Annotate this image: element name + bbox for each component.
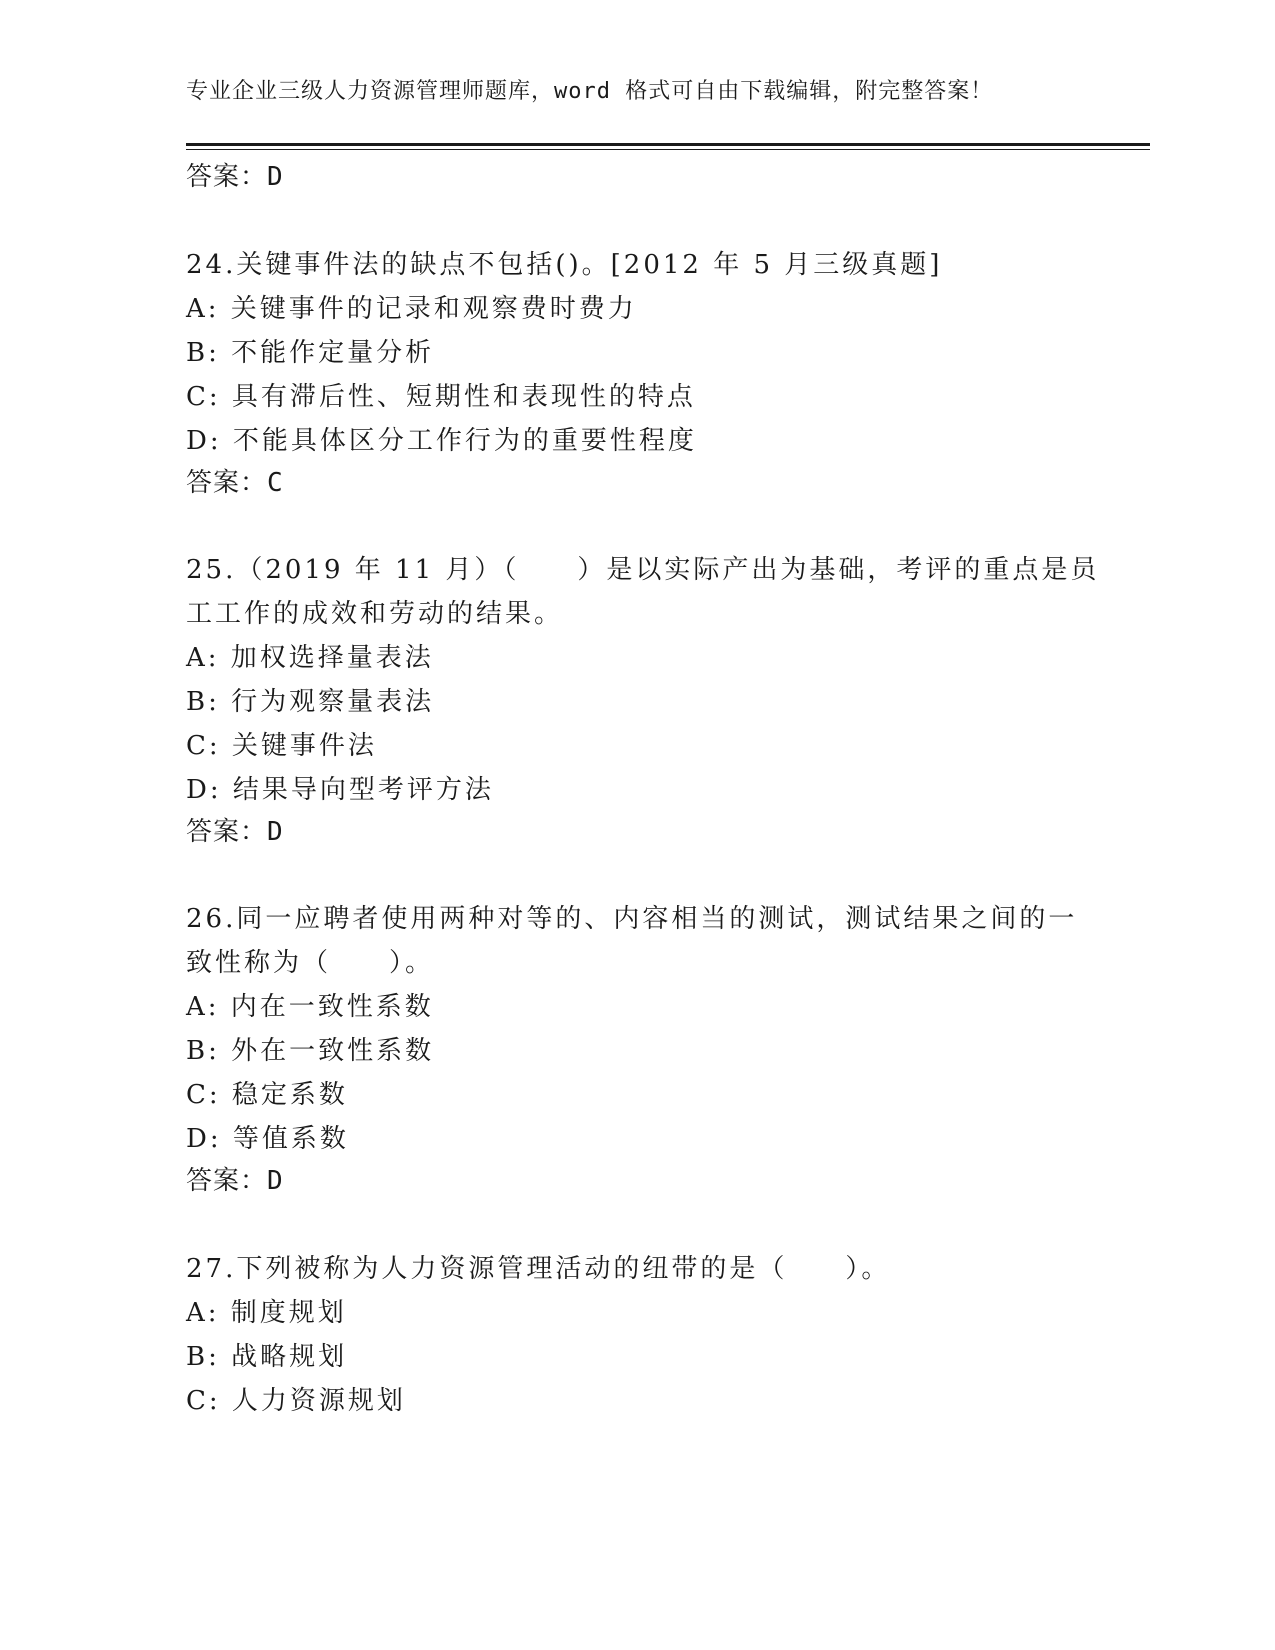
option-b: B: 战略规划 [186, 1342, 348, 1372]
option-b: B: 不能作定量分析 [186, 338, 435, 368]
question-stem: 26.同一应聘者使用两种对等的、内容相当的测试，测试结果之间的一 [186, 904, 1078, 934]
option-c: C: 人力资源规划 [186, 1386, 406, 1416]
option-d: D: 不能具体区分工作行为的重要性程度 [186, 426, 697, 456]
option-a: A: 关键事件的记录和观察费时费力 [186, 294, 637, 324]
answer-line: 答案：D [186, 162, 284, 192]
question-stem: 27.下列被称为人力资源管理活动的纽带的是（ ）。 [186, 1254, 891, 1284]
option-b: B: 行为观察量表法 [186, 687, 435, 717]
header-rule [186, 143, 1150, 146]
answer-line: 答案：D [186, 817, 284, 847]
option-d: D: 等值系数 [186, 1124, 349, 1154]
page-header: 专业企业三级人力资源管理师题库，word 格式可自由下载编辑，附完整答案！ [186, 79, 994, 104]
header-rule-thin [186, 149, 1150, 150]
answer-line: 答案：C [186, 468, 284, 498]
option-b: B: 外在一致性系数 [186, 1036, 435, 1066]
option-a: A: 内在一致性系数 [186, 992, 434, 1022]
question-stem-continued: 工工作的成效和劳动的结果。 [186, 599, 564, 629]
option-a: A: 制度规划 [186, 1298, 347, 1328]
question-stem-continued: 致性称为（ ）。 [186, 948, 435, 978]
option-d: D: 结果导向型考评方法 [186, 775, 494, 805]
option-a: A: 加权选择量表法 [186, 643, 434, 673]
option-c: C: 稳定系数 [186, 1080, 348, 1110]
question-stem: 25.（2019 年 11 月）（ ）是以实际产出为基础，考评的重点是员 [186, 555, 1100, 585]
answer-line: 答案：D [186, 1166, 284, 1196]
option-c: C: 关键事件法 [186, 731, 377, 761]
question-stem: 24.关键事件法的缺点不包括()。[2012 年 5 月三级真题] [186, 250, 943, 280]
option-c: C: 具有滞后性、短期性和表现性的特点 [186, 382, 696, 412]
